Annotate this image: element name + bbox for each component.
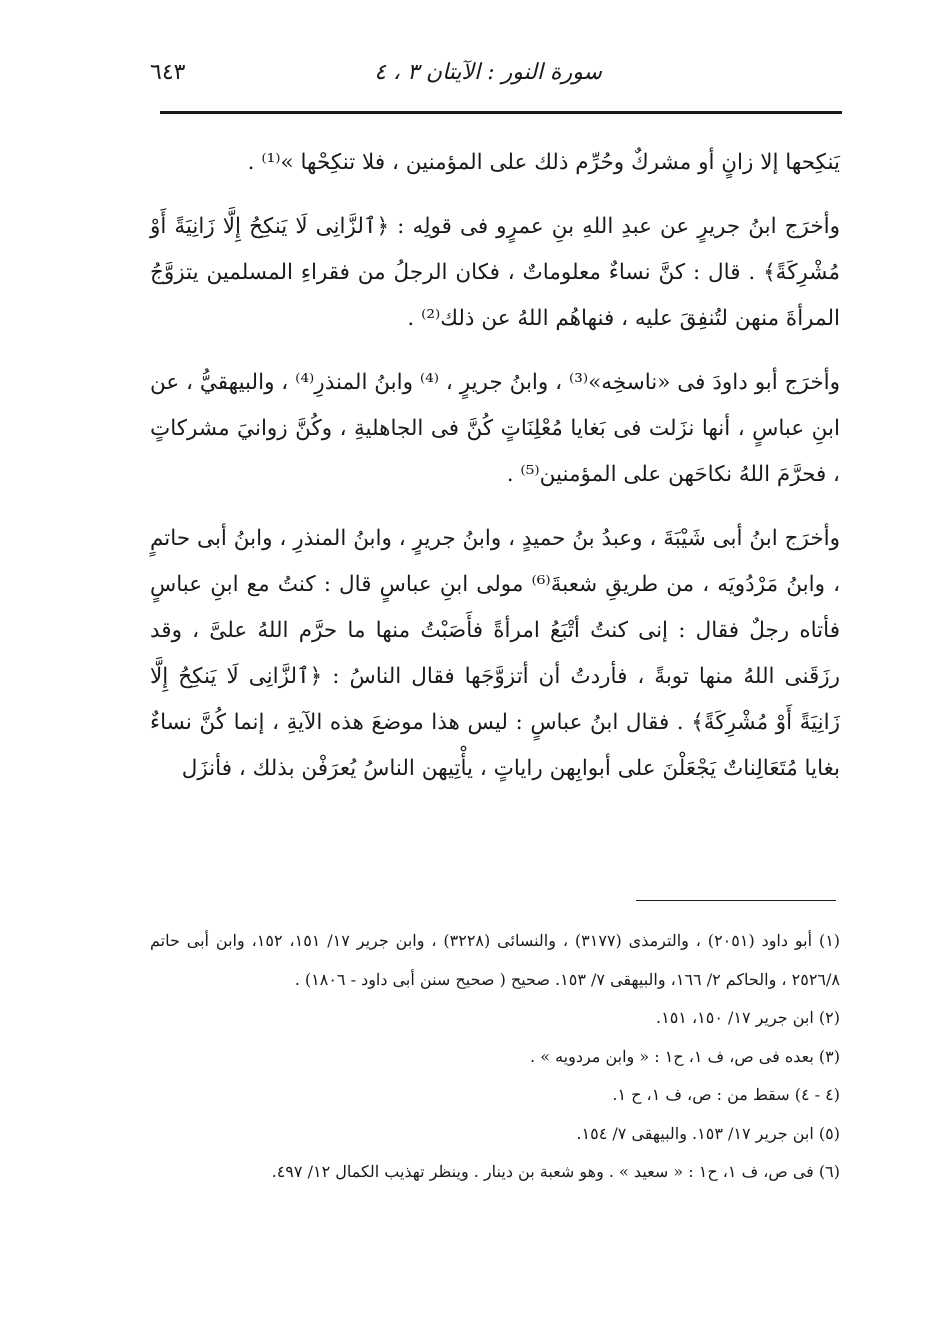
footnote-separator [636,900,836,901]
header-rule [160,111,842,114]
footnote-1: (١) أبو داود (٢٠٥١) ، والترمذى (٣١٧٧) ، والنسائى (٣٢٢٨) ، وابن جرير ١٧/ ١٥١، ١٥٢، وابن أبى حاتم ٢٥٢٦/٨ ، والحاكم ٢/ ١٦٦، والبيهقى ٧/ ١٥٣. صحيح ( صحيح سنن أبى داود - ١٨٠٦) . [150,931,841,989]
running-header [150,60,842,100]
footnote-4: (٤ - ٤) سقط من : ص، ف ١، ح ١. [612,1085,840,1104]
paragraph-1: يَنكِحها إلا زانٍ أو مشركٌ وحُرِّم ذلك على المؤمنين ، فلا تنكِحْها »⁽¹⁾ . [247,150,840,175]
page-number: ٦٤٣ [150,60,186,85]
paragraph-3: وأخرَج أبو داودَ فى «ناسخِه»⁽³⁾ ، وابنُ جريرٍ ، ⁽⁴⁾ وابنُ المنذرِ⁽⁴⁾ ، والبيهقيُّ ، عن ابنِ عباسٍ ، أنها نزَلت فى بَغايا مُعْلِنَاتٍ كُنَّ فى الجاهليةِ ، وكُنَّ زوانيَ مشركاتٍ ، فحرَّمَ اللهُ نكاحَهن على المؤمنين⁽⁵⁾ . [150,370,841,487]
main-text [150,140,840,810]
footnote-6: (٦) فى ص، ف ١، ح١ : « سعيد » . وهو شعبة بن دينار . وينظر تهذيب الكمال ١٢/ ٤٩٧. [271,1162,840,1181]
paragraph-4: وأخرَج ابنُ أبى شَيْبَةَ ، وعبدُ بنُ حميدٍ ، وابنُ جريرٍ ، وابنُ المنذرِ ، وابنُ أبى حاتمٍ ، وابنُ مَرْدُويَه ، من طريقِ شعبةَ⁽⁶⁾ مولى ابنِ عباسٍ قال : كنتُ مع ابنِ عباسٍ فأتاه رجلٌ فقال : إنى كنتُ أتْبَعُ امرأةً فأَصَبْتُ منها ما حرَّم اللهُ علىَّ ، وقد رزَقَنى اللهُ منها توبةً ، فأردتُ أن أتزوَّجَها فقال الناسُ : ﴿ٱلزَّانِى لَا يَنكِحُ إِلَّا زَانِيَةً أَوْ مُشْرِكَةً﴾ . فقال ابنُ عباسٍ : ليس هذا موضعَ هذه الآيةِ ، إنما كُنَّ نساءٌ بغايا مُتَعَالِناتٌ يَجْعَلْنَ على أبوابِهن راياتٍ ، يأْتِيهن الناسُ يُعرَفْن بذلك ، فأنزَل [150,526,841,781]
footnote-2: (٢) ابن جرير ١٧/ ١٥٠، ١٥١. [656,1008,840,1027]
footnote-3: (٣) بعده فى ص، ف ١، ح١ : « وابن مردويه » . [530,1046,840,1066]
running-header-title: سورة النور : الآيتان ٣ ، ٤ [374,60,602,85]
footnote-5: (٥) ابن جرير ١٧/ ١٥٣. والبيهقى ٧/ ١٥٤. [576,1123,840,1143]
paragraph-2: وأخرَج ابنُ جريرٍ عن عبدِ اللهِ بنِ عمرٍو فى قولِه : ﴿ٱلزَّانِى لَا يَنكِحُ إِلَّا زَانِيَةً أَوْ مُشْرِكَةً﴾ . قال : كنَّ نساءٌ معلوماتٌ ، فكان الرجلُ من فقراءِ المسلمين يتزوَّجُ المرأةَ منهن لتُنفِقَ عليه ، فنهاهُم اللهُ عن ذلك⁽²⁾ . [150,214,840,331]
footnotes [150,922,840,1192]
